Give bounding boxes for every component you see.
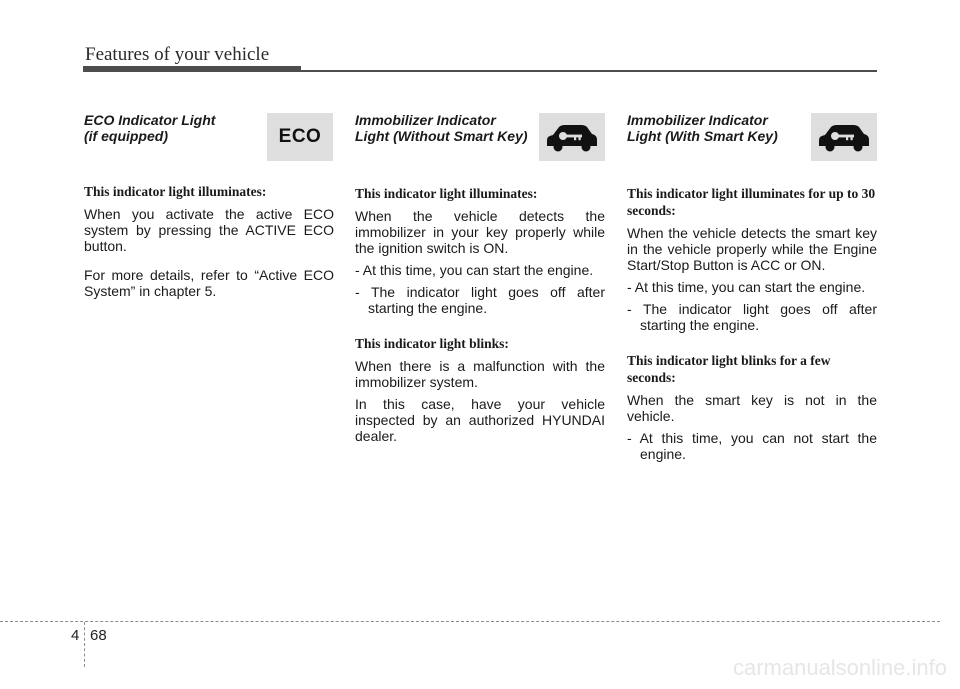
section-eco-indicator	[84, 112, 334, 299]
subheading-illuminates: This indicator light illuminates for up to 30 seconds:	[627, 186, 876, 218]
watermark: carmanualsonline.info	[732, 655, 947, 680]
heading-line-2: (if equipped)	[84, 128, 168, 144]
car-key-icon	[811, 113, 877, 161]
paragraph: In this case, have your vehicle inspected by an authorized HYUNDAI dealer.	[355, 396, 605, 444]
chapter-number: 4	[71, 627, 80, 644]
page-number: 68	[90, 627, 107, 644]
subheading-illuminates: This indicator light illuminates:	[84, 184, 267, 199]
heading-line-1: ECO Indicator Light	[84, 112, 216, 128]
subheading-illuminates: This indicator light illuminates:	[355, 186, 538, 201]
dash-item: - At this time, you can not start the engine.	[627, 430, 877, 462]
dash-item: - At this time, you can start the engine.	[355, 262, 594, 278]
section-immobilizer-without-smart-key	[355, 112, 605, 444]
subheading-blinks: This indicator light blinks:	[355, 336, 509, 351]
paragraph: For more details, refer to “Active ECO System” in chapter 5.	[84, 267, 334, 299]
footer-vertical-divider	[84, 622, 85, 667]
eco-icon-label: ECO	[278, 126, 322, 147]
subheading-blinks: This indicator light blinks for a few seconds:	[627, 353, 831, 385]
section-immobilizer-with-smart-key	[627, 112, 877, 462]
footer-divider	[0, 621, 940, 622]
heading-line-2: Light (With Smart Key)	[627, 128, 778, 144]
paragraph: When you activate the active ECO system by pressing the ACTIVE ECO button.	[84, 206, 334, 254]
page-header-title: Features of your vehicle	[85, 44, 270, 65]
dash-item: - The indicator light goes off after starting the engine.	[627, 301, 877, 333]
heading-line-2: Light (Without Smart Key)	[355, 128, 528, 144]
paragraph: When the vehicle detects the smart key in the vehicle properly while the Engine Start/Stop Button is ACC or ON.	[627, 225, 877, 273]
dash-item: - The indicator light goes off after starting the engine.	[355, 284, 605, 316]
paragraph: When the vehicle detects the immobilizer in your key properly while the ignition switch is ON.	[355, 208, 605, 256]
car-key-icon	[539, 113, 605, 161]
header-rule-thin	[83, 70, 877, 72]
dash-item: - At this time, you can start the engine.	[627, 279, 866, 295]
eco-indicator-icon	[267, 113, 333, 161]
paragraph: When there is a malfunction with the immobilizer system.	[355, 358, 605, 390]
heading-line-1: Immobilizer Indicator	[627, 112, 768, 128]
heading-line-1: Immobilizer Indicator	[355, 112, 496, 128]
paragraph: When the smart key is not in the vehicle.	[627, 392, 877, 424]
